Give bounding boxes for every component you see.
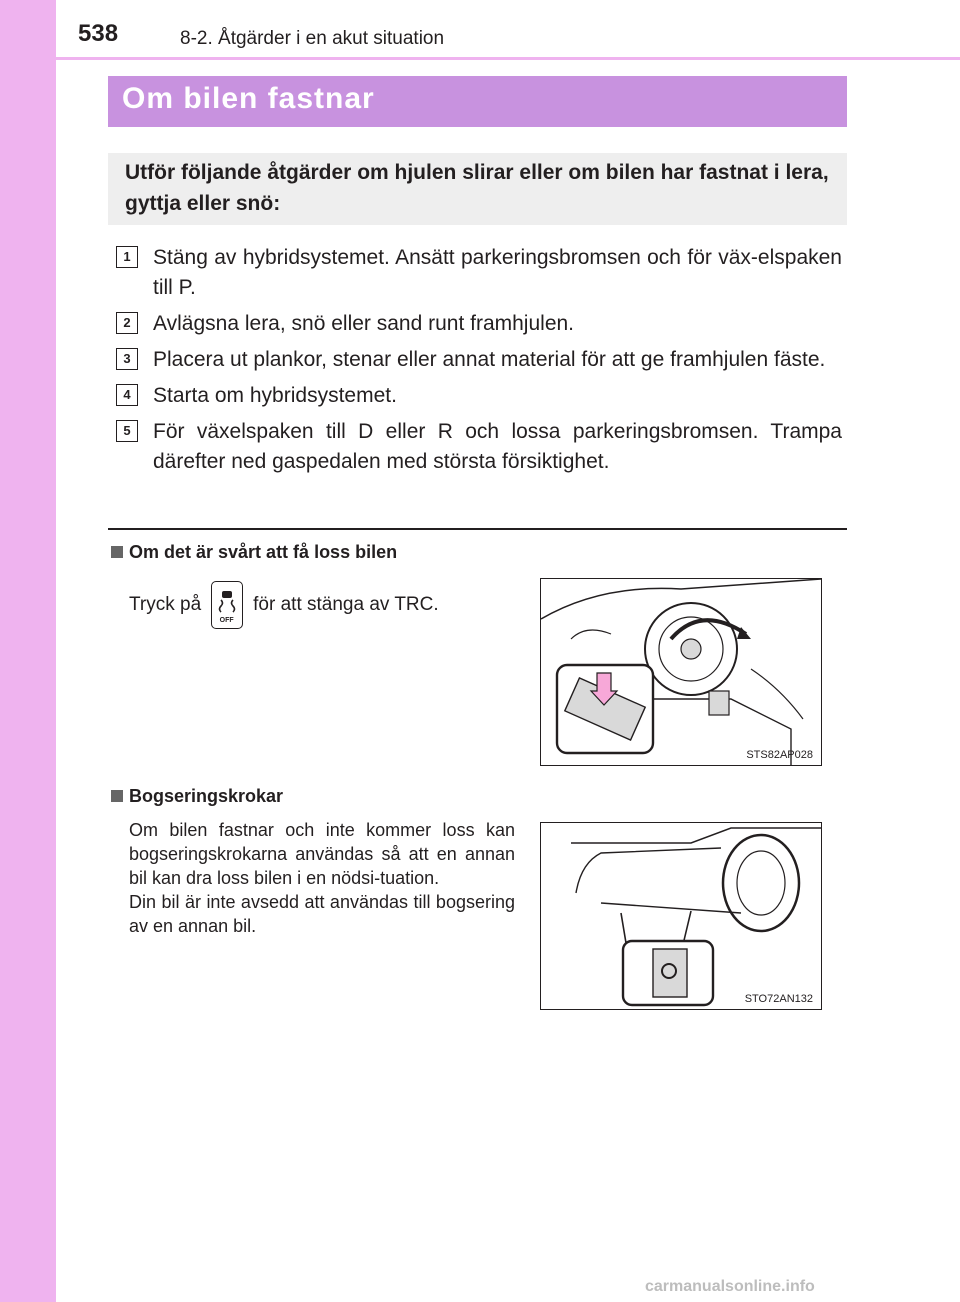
subheading-stuck: [111, 542, 397, 563]
header-rule: [56, 57, 960, 60]
trc-instruction: [129, 580, 439, 630]
page-number: 538: [78, 20, 119, 47]
step-text: Starta om hybridsystemet.: [153, 384, 397, 407]
dashboard-figure: [540, 578, 822, 766]
step-text: Stäng av hybridsystemet. Ansätt parkeringsbromsen och för väx-elspaken till P.: [153, 246, 842, 299]
subheading-text: Om det är svårt att få loss bilen: [129, 542, 398, 562]
towing-note: Din bil är inte avsedd att användas till bogsering av en annan bil.: [129, 892, 515, 936]
watermark: carmanualsonline.info: [645, 1278, 815, 1295]
step-number-badge: 5: [116, 420, 138, 442]
page-title: Om bilen fastnar: [122, 82, 375, 115]
step-number-badge: 4: [116, 384, 138, 406]
dashboard-illustration: [541, 579, 821, 765]
step-number-badge: 1: [116, 246, 138, 268]
square-bullet-icon: [111, 790, 123, 802]
title-banner: [108, 76, 847, 127]
step-list: [116, 243, 842, 483]
step-item: [116, 381, 842, 411]
subheading-towing-hooks: [111, 786, 283, 807]
step-item: [116, 417, 842, 477]
step-text: För växelspaken till D eller R och lossa parkeringsbromsen. Trampa därefter ned gaspedalen med största försiktighet.: [153, 420, 842, 473]
towing-hooks-text: [129, 818, 515, 938]
instruction-text-after: för att stänga av TRC.: [253, 594, 439, 615]
towing-paragraph: Om bilen fastnar och inte kommer loss kan bogseringskrokarna användas så att en annan bil kan dra loss bilen i en nödsi-tuation.: [129, 820, 515, 888]
trc-button-label: OFF: [219, 617, 234, 624]
instruction-text-before: Tryck på: [129, 594, 202, 615]
figure-code: STS82AP028: [746, 749, 813, 761]
towing-hook-figure: [540, 822, 822, 1010]
intro-box: [108, 153, 847, 225]
side-color-strip: [0, 0, 56, 1302]
step-item: [116, 345, 842, 375]
section-divider: [108, 528, 847, 530]
figure-code: STO72AN132: [744, 993, 813, 1005]
step-number-badge: 2: [116, 312, 138, 334]
towing-hook-illustration: [541, 823, 821, 1009]
square-bullet-icon: [111, 546, 123, 558]
trc-off-button-icon: [211, 581, 243, 629]
step-text: Placera ut plankor, stenar eller annat material för att ge framhjulen fäste.: [153, 348, 826, 371]
step-item: [116, 309, 842, 339]
intro-text: Utför följande åtgärder om hjulen slirar eller om bilen har fastnat i lera, gyttja eller snö:: [125, 161, 829, 215]
step-text: Avlägsna lera, snö eller sand runt framhjulen.: [153, 312, 575, 335]
subheading-text: Bogseringskrokar: [129, 786, 284, 806]
step-item: [116, 243, 842, 303]
step-number-badge: 3: [116, 348, 138, 370]
section-label: 8-2. Åtgärder i en akut situation: [180, 28, 445, 49]
